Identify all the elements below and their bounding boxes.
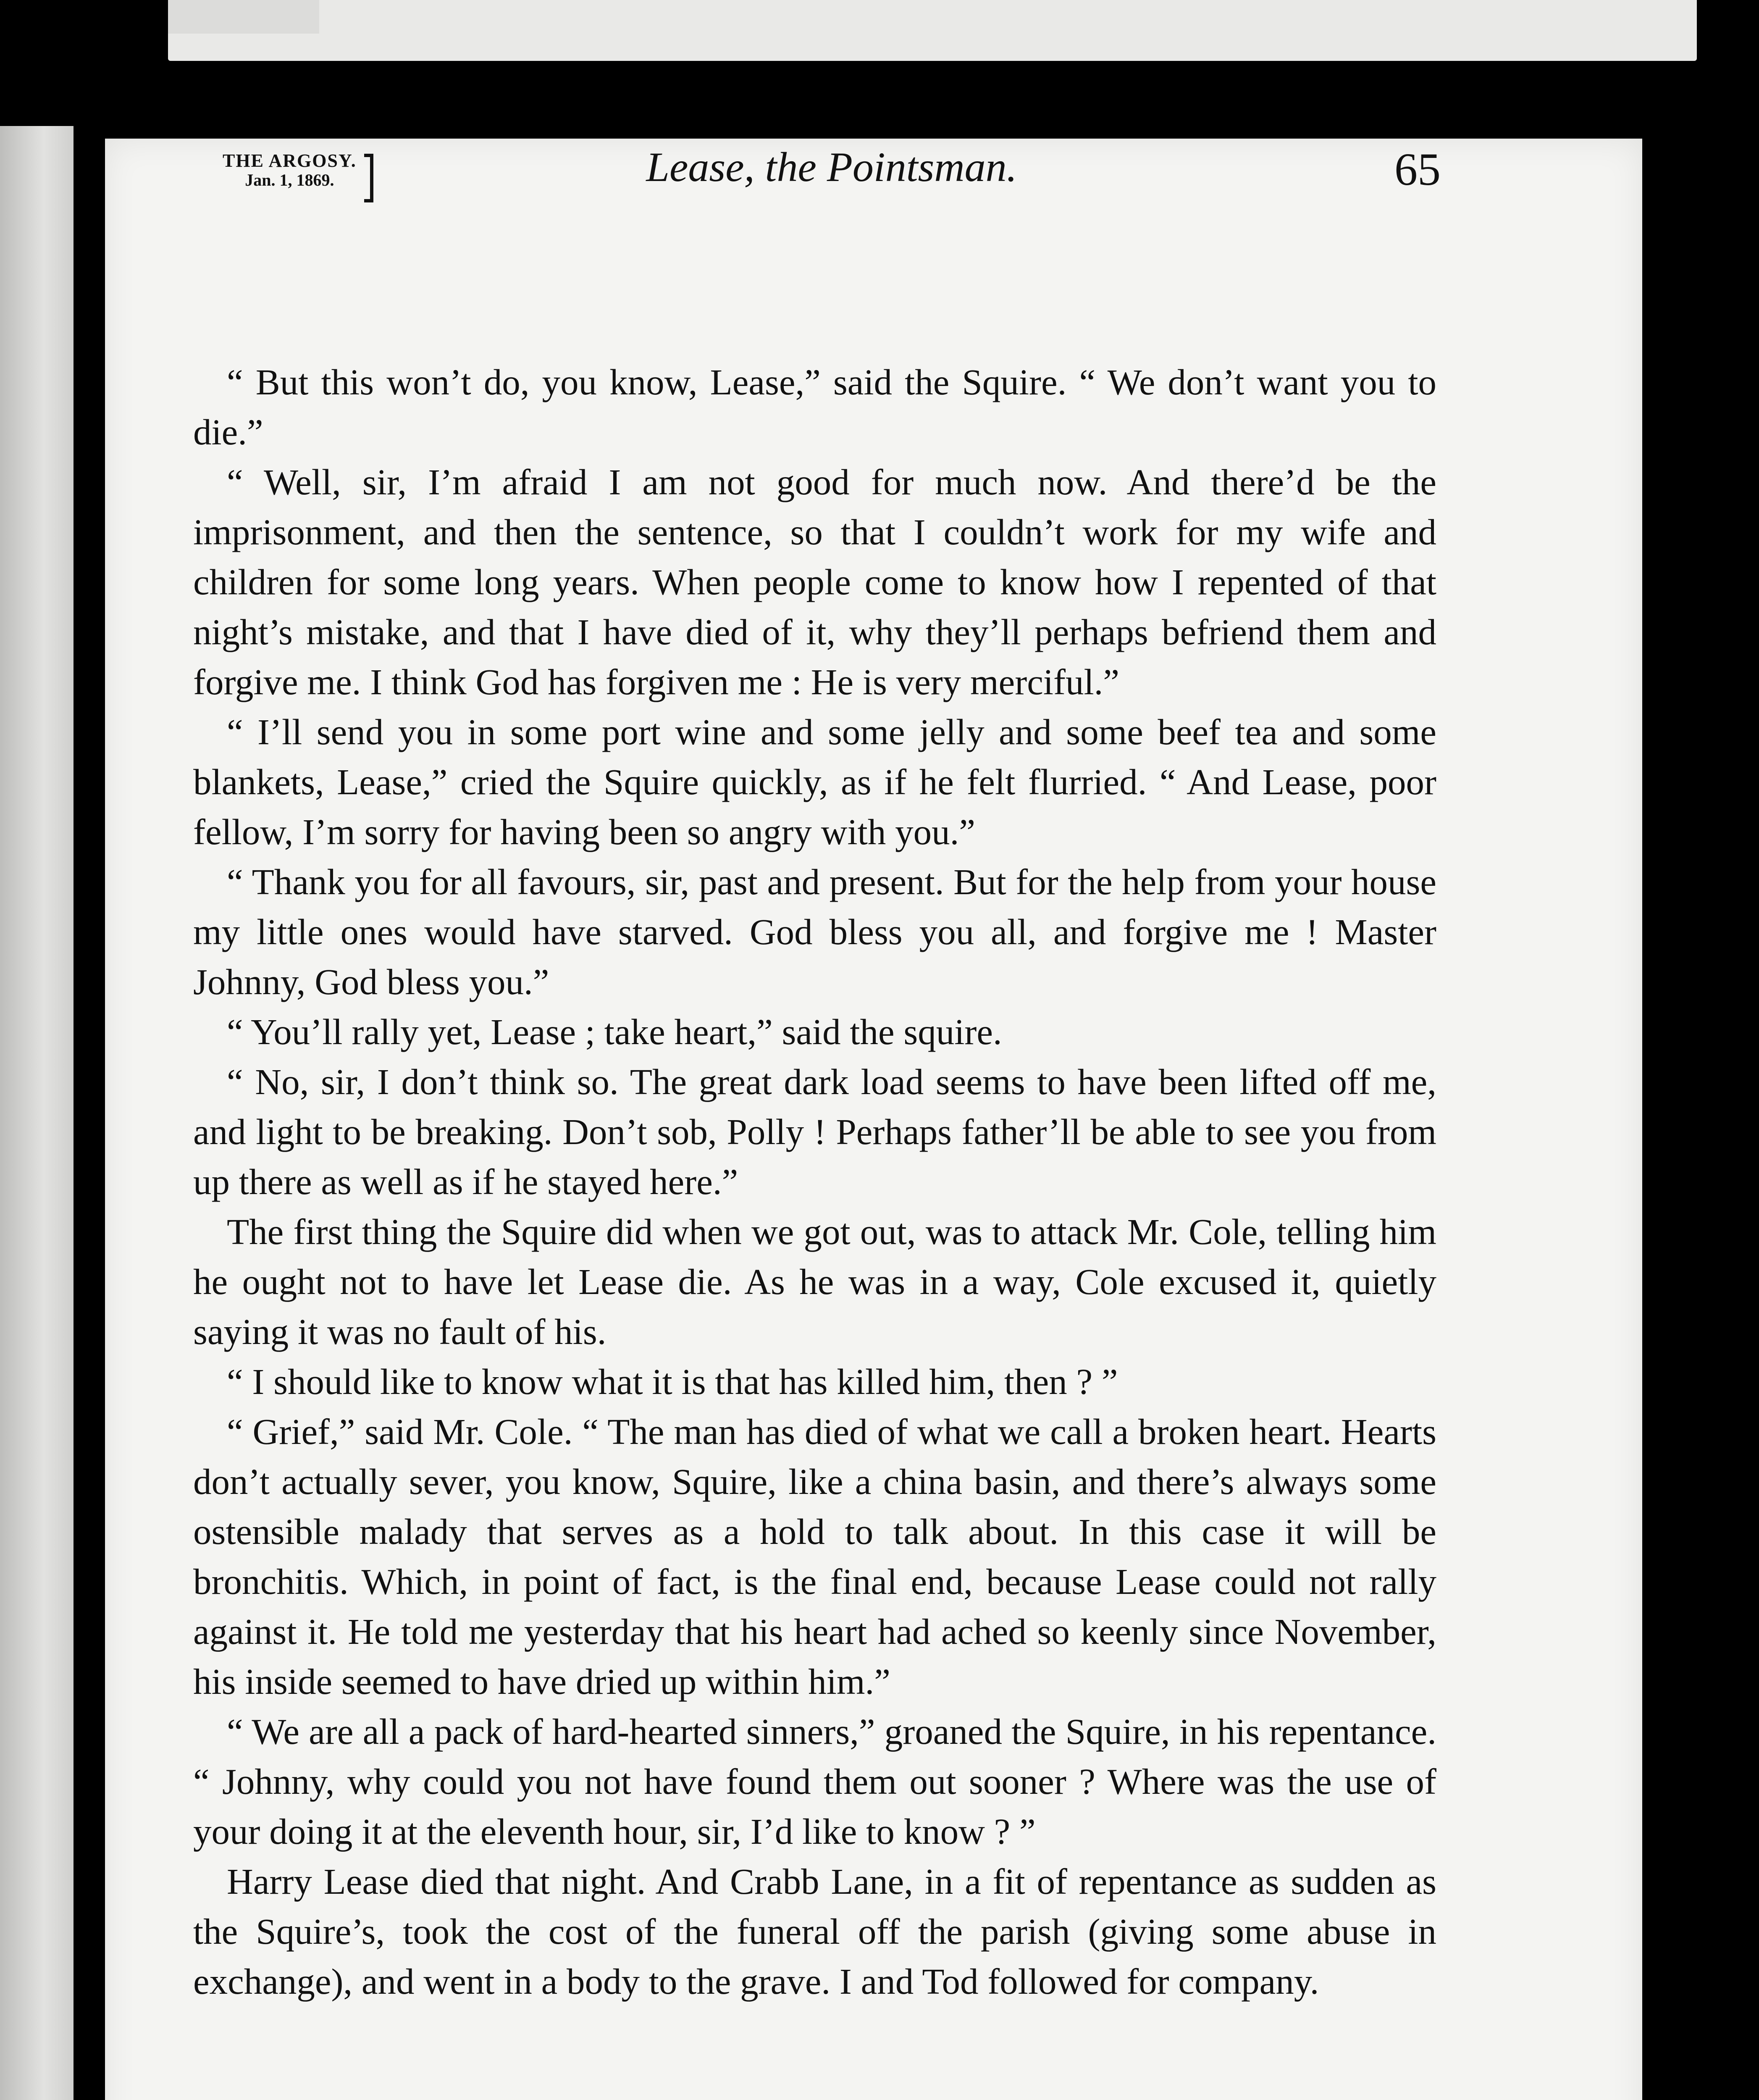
paragraph: “ Grief,” said Mr. Cole. “ The man has died of what we call a broken heart. Hearts don’t actually sever, you know, Squire, like a china basin, and there’s always some ostensible malady that serves as a hold to talk about. In this case it will be bronchitis. Which, in point of fact, is the final end, because Lease could not rally against it. He told me yesterday that his heart had ached so keenly since November, his inside seemed to have dried up within him.” <box>193 1411 1436 1702</box>
article-body <box>193 357 1436 2006</box>
previous-page-corner <box>168 0 319 34</box>
paragraph: “ Well, sir, I’m afraid I am not good for much now. And there’d be the imprisonment, and then the sentence, so that I couldn’t work for my wife and children for some long years. When people come to know how I repented of that night’s mistake, and that I have died of it, why they’ll perhaps befriend them and forgive me. I think God has forgiven me : He is very merciful.” <box>193 462 1436 702</box>
paragraph: “ But this won’t do, you know, Lease,” said the Squire. “ We don’t want you to die.” <box>193 362 1436 452</box>
paragraph: “ We are all a pack of hard-hearted sinners,” groaned the Squire, in his repentance. “ Johnny, why could you not have found them out sooner ? Where was the use of your doing it at the eleventh hour, sir, I’d like to know ? ” <box>193 1711 1436 1852</box>
paragraph: “ No, sir, I don’t think so. The great dark load seems to have been lifted off me, and light to be breaking. Don’t sob, Polly ! Perhaps father’ll be able to see you from up there as well as if he stayed here.” <box>193 1061 1436 1202</box>
publication-date: Jan. 1, 1869. <box>245 171 334 189</box>
paragraph: “ I should like to know what it is that has killed him, then ? ” <box>227 1361 1118 1402</box>
running-header <box>223 139 1441 197</box>
page-number: 65 <box>1394 144 1441 195</box>
paragraph: “ Thank you for all favours, sir, past and present. But for the help from your house my little ones would have starved. God bless you all, and forgive me ! Master Johnny, God bless you.” <box>193 861 1436 1002</box>
paragraph: “ You’ll rally yet, Lease ; take heart,” said the squire. <box>227 1011 1002 1052</box>
running-title: Lease, the Pointsman. <box>646 144 1017 190</box>
paragraph: Harry Lease died that night. And Crabb Lane, in a fit of repentance as sudden as the Squire’s, took the cost of the funeral off the parish (giving some abuse in exchange), and went in a body to the grave. I and Tod followed for company. <box>193 1861 1436 2002</box>
previous-page-edge <box>168 0 1697 61</box>
paragraph: The first thing the Squire did when we got out, was to attack Mr. Cole, telling him he ought not to have let Lease die. As he was in a way, Cole excused it, quietly saying it was no fault of his. <box>193 1211 1436 1352</box>
adjacent-page-edge <box>0 126 74 2100</box>
publication-name: THE ARGOSY. <box>223 150 357 171</box>
paragraph: “ I’ll send you in some port wine and some jelly and some beef tea and some blankets, Lease,” cried the Squire quickly, as if he felt flurried. “ And Lease, poor fellow, I’m sorry for having been so angry with you.” <box>193 711 1436 852</box>
